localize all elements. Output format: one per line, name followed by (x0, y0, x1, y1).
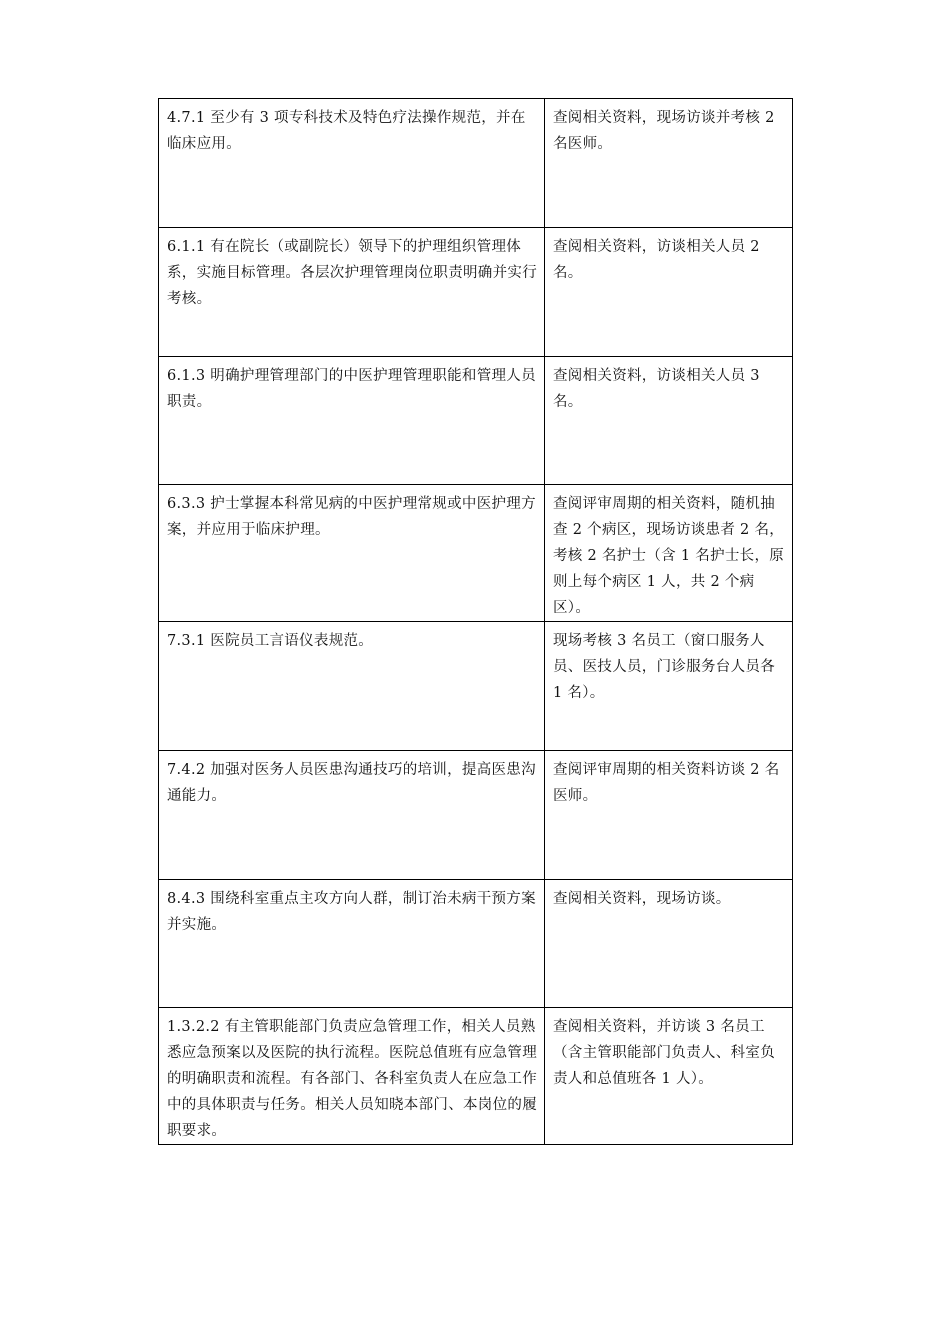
method-cell: 查阅相关资料，现场访谈并考核 2 名医师。 (545, 99, 793, 228)
standard-cell: 4.7.1 至少有 3 项专科技术及特色疗法操作规范，并在临床应用。 (159, 99, 545, 228)
method-cell: 查阅相关资料，访谈相关人员 2 名。 (545, 228, 793, 357)
method-cell: 查阅评审周期的相关资料，随机抽查 2 个病区，现场访谈患者 2 名，考核 2 名护士（含 1 名护士长，原则上每个病区 1 人，共 2 个病区）。 (545, 485, 793, 622)
table-row (159, 357, 793, 485)
method-cell: 现场考核 3 名员工（窗口服务人员、医技人员，门诊服务台人员各 1 名）。 (545, 622, 793, 751)
standard-cell: 7.4.2 加强对医务人员医患沟通技巧的培训，提高医患沟通能力。 (159, 751, 545, 880)
standard-cell: 7.3.1 医院员工言语仪表规范。 (159, 622, 545, 751)
method-cell: 查阅相关资料，现场访谈。 (545, 880, 793, 1008)
table-row (159, 228, 793, 357)
method-cell: 查阅评审周期的相关资料访谈 2 名医师。 (545, 751, 793, 880)
table-row (159, 622, 793, 751)
standard-cell: 1.3.2.2 有主管职能部门负责应急管理工作，相关人员熟悉应急预案以及医院的执行流程。医院总值班有应急管理的明确职责和流程。有各部门、各科室负责人在应急工作中的具体职责与任务。相关人员知晓本部门、本岗位的履职要求。 (159, 1008, 545, 1145)
standard-cell: 6.1.1 有在院长（或副院长）领导下的护理组织管理体系，实施目标管理。各层次护理管理岗位职责明确并实行考核。 (159, 228, 545, 357)
table-row (159, 880, 793, 1008)
standard-cell: 8.4.3 围绕科室重点主攻方向人群，制订治未病干预方案并实施。 (159, 880, 545, 1008)
method-cell: 查阅相关资料，访谈相关人员 3 名。 (545, 357, 793, 485)
assessment-table (158, 98, 793, 1145)
table-row (159, 1008, 793, 1145)
table-row (159, 485, 793, 622)
table-row (159, 99, 793, 228)
standard-cell: 6.3.3 护士掌握本科常见病的中医护理常规或中医护理方案，并应用于临床护理。 (159, 485, 545, 622)
method-cell: 查阅相关资料，并访谈 3 名员工（含主管职能部门负责人、科室负责人和总值班各 1 人）。 (545, 1008, 793, 1145)
standard-cell: 6.1.3 明确护理管理部门的中医护理管理职能和管理人员职责。 (159, 357, 545, 485)
table-row (159, 751, 793, 880)
